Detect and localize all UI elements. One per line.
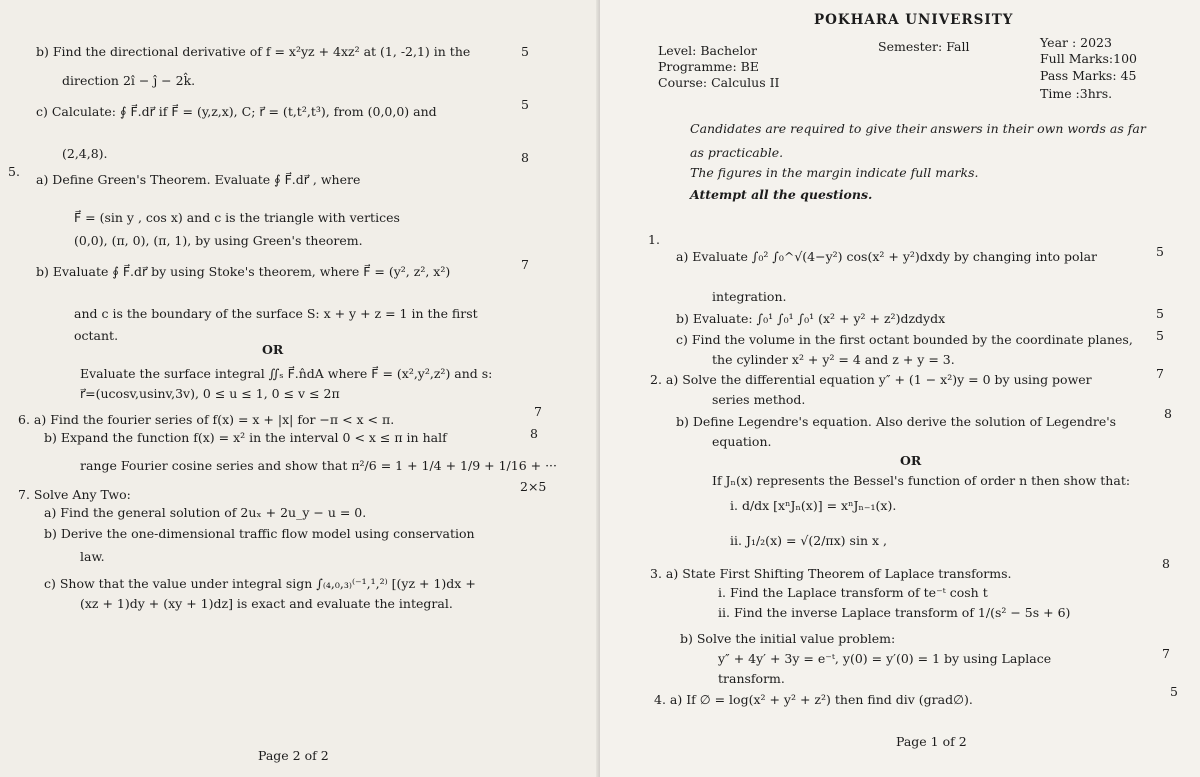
marks-value: 5 bbox=[521, 44, 529, 59]
question-line: b) Define Legendre's equation. Also derive the solution of Legendre's bbox=[676, 414, 1117, 429]
question-line: b) Solve the initial value problem: bbox=[680, 631, 896, 646]
marks-value: 8 bbox=[530, 426, 538, 441]
question-line: r⃗=(ucosv,usinv,3v), 0 ≤ u ≤ 1, 0 ≤ v ≤ 2π bbox=[80, 386, 340, 401]
header-level: Level: Bachelor bbox=[658, 43, 757, 58]
question-line: 6. a) Find the fourier series of f(x) = x + |x| for −π < x < π. bbox=[18, 412, 395, 427]
header-full-marks: Full Marks:100 bbox=[1040, 51, 1137, 66]
question-line: the cylinder x² + y² = 4 and z + y = 3. bbox=[712, 352, 955, 367]
question-line: range Fourier cosine series and show that π²/6 = 1 + 1/4 + 1/9 + 1/16 + ··· bbox=[80, 458, 558, 473]
question-line: law. bbox=[80, 549, 105, 564]
header-time: Time :3hrs. bbox=[1040, 86, 1113, 101]
question-line: transform. bbox=[718, 671, 785, 686]
question-line: (0,0), (π, 0), (π, 1), by using Green's theorem. bbox=[74, 233, 363, 248]
header-year: Year : 2023 bbox=[1040, 35, 1112, 50]
question-line: Evaluate the surface integral ∬ₛ F⃗.n̂dA where F⃗ = (x²,y²,z²) and s: bbox=[80, 366, 493, 381]
question-line: 2. a) Solve the differential equation y″ + (1 − x²)y = 0 by using power bbox=[650, 372, 1092, 387]
question-line: 3. a) State First Shifting Theorem of Laplace transforms. bbox=[650, 566, 1012, 581]
question-line: If Jₙ(x) represents the Bessel's function of order n then show that: bbox=[712, 473, 1131, 488]
question-line: y″ + 4y′ + 3y = e⁻ᵗ, y(0) = y′(0) = 1 by using Laplace bbox=[718, 651, 1052, 666]
question-line: Page 2 of 2 bbox=[258, 748, 329, 763]
question-line: c) Calculate: ∮ F⃗.dr⃗ if F⃗ = (y,z,x), C; r⃗ = (t,t²,t³), from (0,0,0) and bbox=[36, 104, 437, 119]
university-title: POKHARA UNIVERSITY bbox=[814, 12, 1014, 28]
question-line: 1. bbox=[648, 232, 660, 247]
marks-value: 5 bbox=[1156, 306, 1164, 321]
question-line: b) Expand the function f(x) = x² in the interval 0 < x ≤ π in half bbox=[44, 430, 447, 445]
question-line: (xz + 1)dy + (xy + 1)dz] is exact and evaluate the integral. bbox=[80, 596, 453, 611]
question-line: F⃗ = (sin y , cos x) and c is the triangle with vertices bbox=[74, 210, 400, 225]
exam-page-1 bbox=[600, 0, 1200, 777]
header-programme: Programme: BE bbox=[658, 59, 759, 74]
instruction-4: Attempt all the questions. bbox=[690, 187, 873, 202]
marks-value: 7 bbox=[521, 257, 529, 272]
marks-value: 8 bbox=[521, 150, 529, 165]
header-semester: Semester: Fall bbox=[878, 39, 970, 54]
question-line: 7. Solve Any Two: bbox=[18, 487, 131, 502]
question-line: b) Evaluate ∮ F⃗.dr⃗ by using Stoke's theorem, where F⃗ = (y², z², x²) bbox=[36, 264, 451, 279]
header-pass-marks: Pass Marks: 45 bbox=[1040, 68, 1137, 83]
marks-value: 5 bbox=[1156, 328, 1164, 343]
instruction-2: as practicable. bbox=[690, 145, 784, 160]
question-line: direction 2î − ĵ − 2k̂. bbox=[62, 73, 196, 88]
question-line: equation. bbox=[712, 434, 772, 449]
question-line: b) Find the directional derivative of f = x²yz + 4xz² at (1, -2,1) in the bbox=[36, 44, 471, 59]
header-course: Course: Calculus II bbox=[658, 75, 780, 90]
question-line: b) Evaluate: ∫₀¹ ∫₀¹ ∫₀¹ (x² + y² + z²)dzdydx bbox=[676, 311, 946, 326]
question-line: and c is the boundary of the surface S: x + y + z = 1 in the first bbox=[74, 306, 478, 321]
marks-value: 5 bbox=[521, 97, 529, 112]
marks-value: 7 bbox=[534, 404, 542, 419]
question-line: ii. J₁/₂(x) = √(2/πx) sin x , bbox=[730, 533, 887, 548]
question-line: octant. bbox=[74, 328, 119, 343]
question-line: ii. Find the inverse Laplace transform of 1/(s² − 5s + 6) bbox=[718, 605, 1071, 620]
instruction-3: The figures in the margin indicate full marks. bbox=[690, 165, 979, 180]
question-line: 4. a) If ∅ = log(x² + y² + z²) then find div (grad∅). bbox=[654, 692, 973, 707]
marks-value: 8 bbox=[1162, 556, 1170, 571]
question-line: b) Derive the one-dimensional traffic flow model using conservation bbox=[44, 526, 475, 541]
marks-value: 8 bbox=[1164, 406, 1172, 421]
question-line: i. Find the Laplace transform of te⁻ᵗ cosh t bbox=[718, 585, 988, 600]
question-line: Page 1 of 2 bbox=[896, 734, 967, 749]
question-line: OR bbox=[900, 453, 922, 468]
question-line: 5. bbox=[8, 164, 20, 179]
question-line: a) Find the general solution of 2uₓ + 2u_y − u = 0. bbox=[44, 505, 367, 520]
marks-value: 5 bbox=[1156, 244, 1164, 259]
question-line: integration. bbox=[712, 289, 787, 304]
question-line: c) Show that the value under integral sign ∫₍₄,₀,₃₎⁽⁻¹,¹,²⁾ [(yz + 1)dx + bbox=[44, 576, 476, 591]
question-line: c) Find the volume in the first octant bounded by the coordinate planes, bbox=[676, 332, 1133, 347]
instruction-1: Candidates are required to give their answers in their own words as far bbox=[690, 121, 1146, 136]
question-line: i. d/dx [xⁿJₙ(x)] = xⁿJₙ₋₁(x). bbox=[730, 498, 897, 513]
question-line: series method. bbox=[712, 392, 806, 407]
marks-value: 7 bbox=[1162, 646, 1170, 661]
question-line: a) Define Green's Theorem. Evaluate ∮ F⃗.dr⃗ , where bbox=[36, 172, 361, 187]
question-line: OR bbox=[262, 342, 284, 357]
marks-value: 2×5 bbox=[520, 479, 547, 494]
question-line: (2,4,8). bbox=[62, 146, 108, 161]
marks-value: 7 bbox=[1156, 366, 1164, 381]
question-line: a) Evaluate ∫₀² ∫₀^√(4−y²) cos(x² + y²)dxdy by changing into polar bbox=[676, 249, 1098, 264]
marks-value: 5 bbox=[1170, 684, 1178, 699]
